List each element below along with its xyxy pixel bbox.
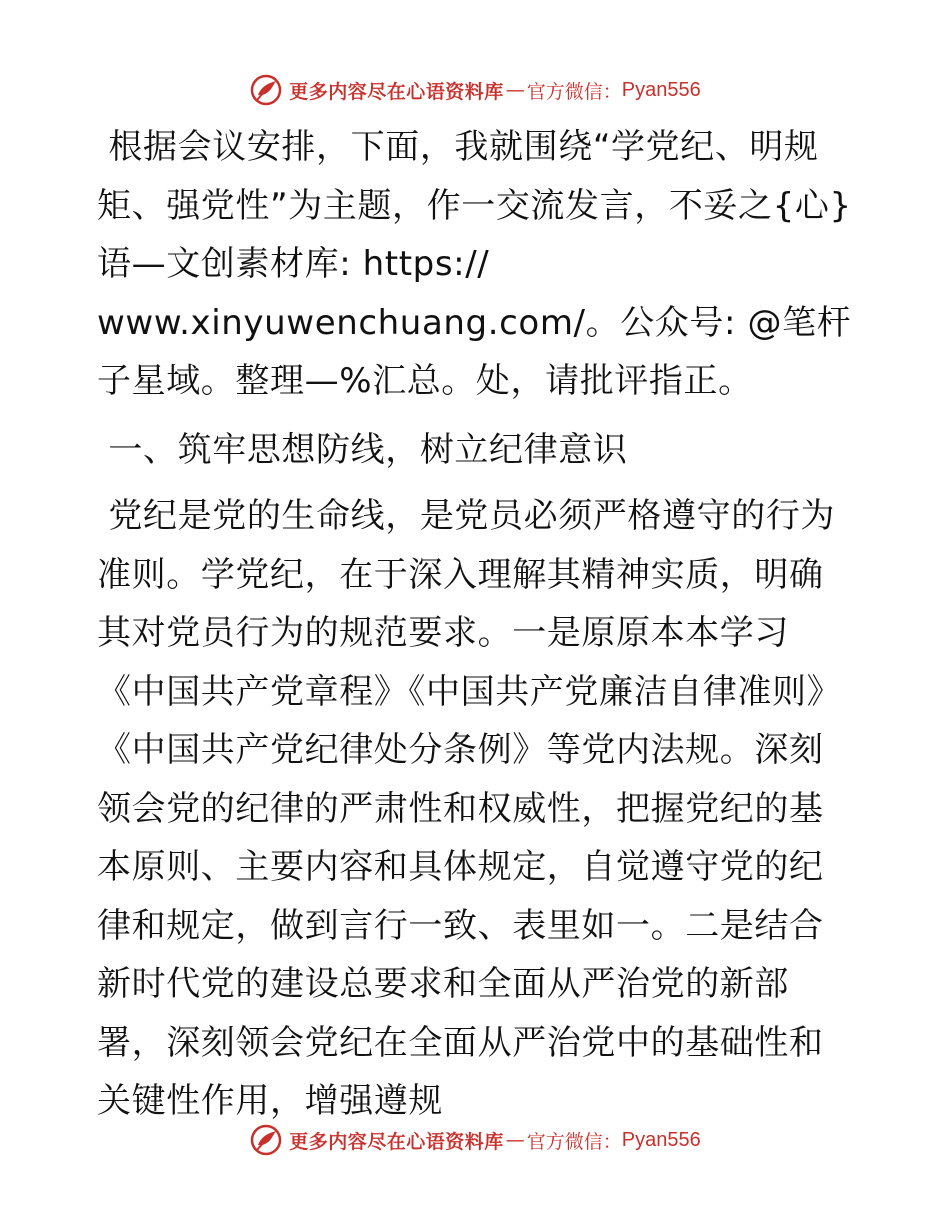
banner-wechat-id: Pyan556 [621, 78, 701, 101]
brand-logo-icon [249, 1123, 283, 1157]
body-paragraph: 党纪是党的生命线，是党员必须严格遵守的行为准则。学党纪，在于深入理解其精神实质，明确其对党员行为的规范要求。一是原原本本学习《中国共产党章程》《中国共产党廉洁自律准则》《中国共产党纪律处分条例》等党内法规。深刻领会党的纪律的严肃性和权威性，把握党纪的基本原则、主要内容和具体规定，自觉遵守党的纪律和规定，做到言行一致、表里如一。二是结合新时代党的建设总要求和全面从严治党的新部署，深刻领会党纪在全面从严治党中的基础性和关键性作用，增强遵规 [97, 496, 842, 1121]
brand-logo-icon [249, 73, 283, 107]
footer-watermark-banner [0, 1118, 950, 1162]
banner-wechat-label: 官方微信： [526, 1130, 622, 1153]
banner-dash: — [505, 79, 525, 101]
banner-brand-text: 更多内容尽在心语资料库 [289, 80, 504, 103]
header-watermark-banner [0, 68, 950, 112]
section-heading: 一、筑牢思想防线，树立纪律意识 [97, 429, 628, 470]
document-content [97, 118, 857, 1131]
intro-paragraph: 根据会议安排，下面，我就围绕“学党纪、明规矩、强党性”为主题，作一交流发言，不妥之{心}语—文创素材库: https:// www.xinyuwenchuang.com/。公众号: @笔杆子星域。整理—%汇总。处，请批评指正。 [97, 127, 852, 401]
banner-wechat-id: Pyan556 [621, 1128, 701, 1151]
banner-brand-text: 更多内容尽在心语资料库 [289, 1130, 504, 1153]
banner-dash: — [505, 1129, 525, 1151]
banner-wechat-label: 官方微信： [526, 80, 622, 103]
